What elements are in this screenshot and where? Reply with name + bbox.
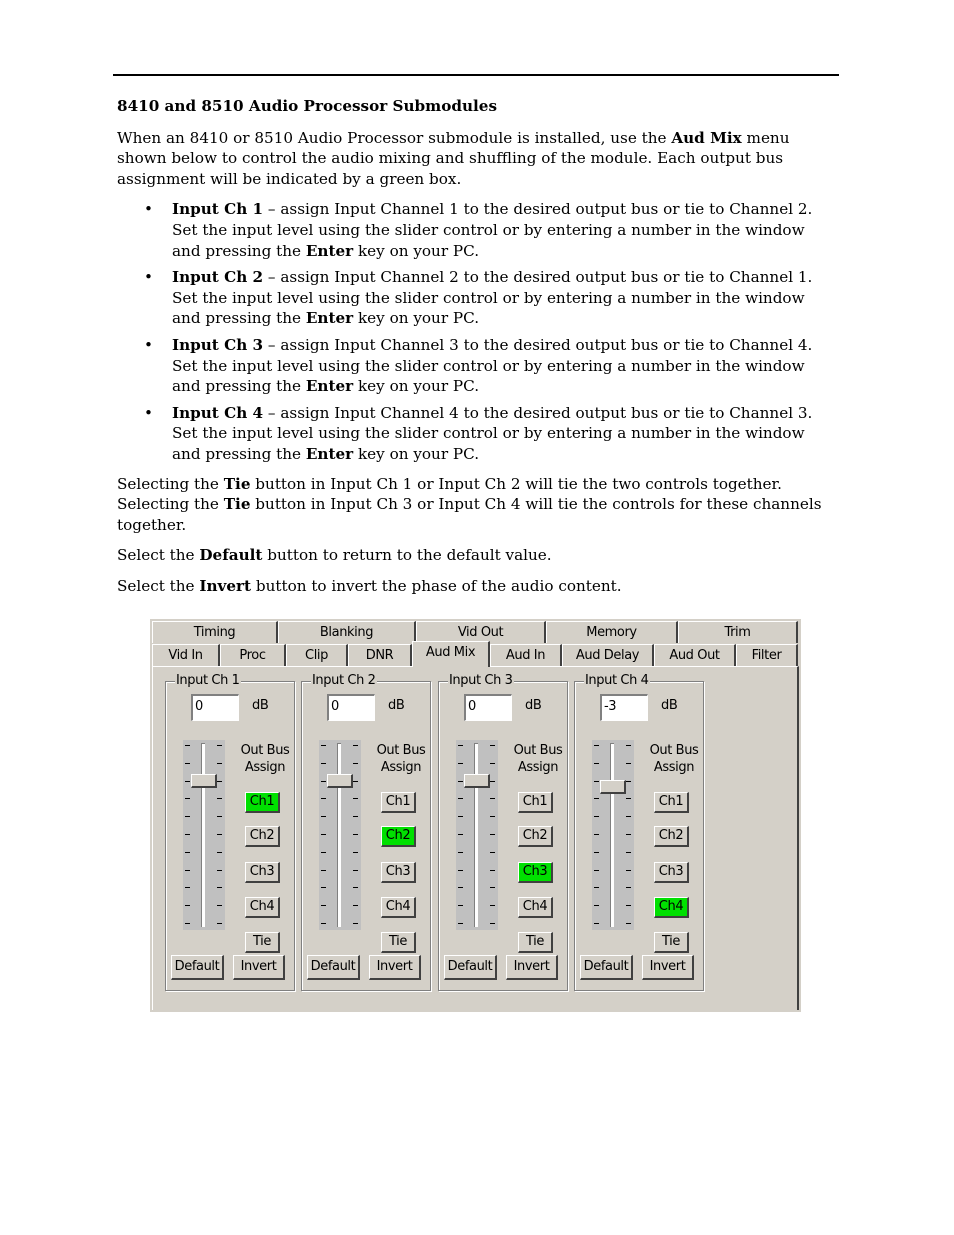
tab-aud-out[interactable]: Aud Out: [654, 644, 736, 666]
bullet-icon: •: [144, 200, 153, 219]
tab-trim[interactable]: Trim: [678, 621, 798, 643]
tick-mark: [217, 798, 222, 799]
tie-button[interactable]: Tie: [381, 932, 416, 953]
bullet-text: – assign Input Channel 2 to the desired output bus or tie to Channel 1. Set the input level using the slider control or by entering a number in the window and pressing the: [172, 268, 813, 328]
tick-mark: [185, 852, 190, 853]
bullet-tail: key on your PC.: [353, 444, 480, 463]
tick-mark: [185, 763, 190, 764]
default-button[interactable]: Default: [307, 955, 360, 980]
bullet-bold-enter: Enter: [305, 377, 354, 396]
bullet-bold: Input Ch 1: [172, 200, 264, 219]
tick-mark: [490, 852, 495, 853]
slider-thumb[interactable]: [191, 774, 217, 788]
tick-mark: [490, 763, 495, 764]
tick-mark: [594, 745, 599, 746]
tick-mark: [217, 852, 222, 853]
bullet-text: – assign Input Channel 1 to the desired output bus or tie to Channel 2. Set the input level using the slider control or by entering a number in the window and pressing the: [172, 200, 813, 260]
tick-mark: [490, 870, 495, 871]
header-rule: [113, 74, 839, 76]
ch1-assign-button[interactable]: Ch1: [245, 792, 280, 813]
tick-mark: [321, 798, 326, 799]
tick-mark: [458, 870, 463, 871]
intro-paragraph: [117, 128, 832, 190]
tick-mark: [490, 905, 495, 906]
list-item: [117, 267, 832, 329]
bullet-icon: •: [144, 268, 153, 287]
level-slider[interactable]: [592, 740, 634, 930]
ch2-assign-button[interactable]: Ch2: [654, 826, 689, 847]
tie-bold-1: Tie: [223, 474, 251, 493]
tab-vid-in[interactable]: Vid In: [152, 644, 220, 666]
tie-text-2: button in Input Ch 1 or Input Ch 2 will tie the two controls together. Selecting the: [117, 474, 782, 514]
ticks-right: [490, 740, 496, 930]
db-label: dB: [661, 698, 678, 713]
group-title: Input Ch 2: [312, 673, 376, 688]
tick-mark: [594, 923, 599, 924]
tick-mark: [458, 781, 463, 782]
bullet-tail: key on your PC.: [353, 309, 480, 328]
tick-mark: [185, 834, 190, 835]
ch1-assign-button[interactable]: Ch1: [518, 792, 553, 813]
out-bus-text: Out Bus: [240, 743, 290, 758]
tie-text-1: Selecting the: [117, 474, 224, 493]
tick-mark: [626, 816, 631, 817]
tick-mark: [321, 816, 326, 817]
invert-paragraph: [117, 576, 832, 597]
tab-aud-delay[interactable]: Aud Delay: [562, 644, 654, 666]
tick-mark: [185, 887, 190, 888]
tick-mark: [217, 834, 222, 835]
invert-text-2: button to invert the phase of the audio content.: [251, 576, 622, 595]
tick-mark: [490, 745, 495, 746]
tie-button[interactable]: Tie: [245, 932, 280, 953]
tick-mark: [594, 870, 599, 871]
tie-text-3: button in Input Ch 3 or Input Ch 4 will tie the controls for these channels together.: [117, 495, 822, 534]
ch4-assign-button[interactable]: Ch4: [654, 897, 689, 918]
tick-mark: [458, 852, 463, 853]
tick-mark: [217, 905, 222, 906]
tick-mark: [217, 745, 222, 746]
level-input[interactable]: -3: [600, 694, 648, 721]
ticks-left: [321, 740, 327, 930]
out-bus-text: Out Bus: [376, 743, 426, 758]
assign-text: Assign: [517, 760, 559, 775]
tick-mark: [594, 887, 599, 888]
tick-mark: [185, 870, 190, 871]
ch1-assign-button[interactable]: Ch1: [654, 792, 689, 813]
tick-mark: [185, 923, 190, 924]
bullet-tail: key on your PC.: [353, 377, 480, 396]
ch3-assign-button[interactable]: Ch3: [654, 862, 689, 883]
tab-dnr[interactable]: DNR: [348, 644, 412, 666]
level-input[interactable]: 0: [191, 694, 239, 721]
level-slider[interactable]: [183, 740, 225, 930]
tick-mark: [626, 834, 631, 835]
tab-vid-out[interactable]: Vid Out: [416, 621, 546, 643]
tick-mark: [353, 781, 358, 782]
tick-mark: [458, 798, 463, 799]
tick-mark: [458, 816, 463, 817]
tab-blanking[interactable]: Blanking: [278, 621, 416, 643]
aud-mix-screenshot: [150, 619, 801, 1012]
input-ch-4-group: [574, 673, 704, 991]
tick-mark: [321, 763, 326, 764]
tick-mark: [185, 798, 190, 799]
tick-mark: [490, 923, 495, 924]
tick-mark: [217, 816, 222, 817]
level-slider[interactable]: [319, 740, 361, 930]
assign-text: Assign: [380, 760, 422, 775]
bullet-bold-enter: Enter: [305, 241, 354, 260]
ch4-assign-button[interactable]: Ch4: [518, 897, 553, 918]
tick-mark: [185, 745, 190, 746]
level-input[interactable]: 0: [464, 694, 512, 721]
level-input[interactable]: 0: [327, 694, 375, 721]
ticks-left: [185, 740, 191, 930]
tick-mark: [594, 816, 599, 817]
tab-aud-mix[interactable]: Aud Mix: [412, 641, 490, 667]
tick-mark: [217, 870, 222, 871]
db-label: dB: [252, 698, 269, 713]
tab-timing[interactable]: Timing: [152, 621, 278, 643]
tab-clip[interactable]: Clip: [286, 644, 348, 666]
bullet-bold-enter: Enter: [305, 444, 354, 463]
ticks-left: [594, 740, 600, 930]
ch3-assign-button[interactable]: Ch3: [518, 862, 553, 883]
ticks-right: [217, 740, 223, 930]
tick-mark: [353, 763, 358, 764]
tick-mark: [594, 905, 599, 906]
bullet-bold-enter: Enter: [305, 309, 354, 328]
section-heading: 8410 and 8510 Audio Processor Submodules: [117, 97, 497, 115]
tick-mark: [185, 816, 190, 817]
tick-mark: [490, 798, 495, 799]
channel-list: [117, 199, 832, 464]
tick-mark: [321, 781, 326, 782]
default-bold: Default: [199, 546, 263, 565]
ch3-assign-button[interactable]: Ch3: [381, 862, 416, 883]
group-title: Input Ch 3: [449, 673, 513, 688]
tick-mark: [594, 834, 599, 835]
group-title: Input Ch 4: [585, 673, 649, 688]
tab-filter[interactable]: Filter: [736, 644, 798, 666]
list-item: [117, 403, 832, 465]
tick-mark: [353, 923, 358, 924]
document-body: [117, 96, 832, 606]
tick-mark: [353, 887, 358, 888]
slider-thumb[interactable]: [327, 774, 353, 788]
tick-mark: [626, 763, 631, 764]
tick-mark: [321, 852, 326, 853]
invert-button[interactable]: Invert: [233, 955, 285, 980]
slider-groove: [610, 743, 614, 927]
tab-proc[interactable]: Proc: [220, 644, 286, 666]
slider-thumb[interactable]: [600, 780, 626, 794]
tick-mark: [185, 781, 190, 782]
bullet-icon: •: [144, 403, 153, 422]
group-title: Input Ch 1: [176, 673, 240, 688]
input-ch-2-group: [301, 673, 431, 991]
default-text-2: button to return to the default value.: [262, 546, 552, 565]
tick-mark: [626, 887, 631, 888]
tick-mark: [217, 781, 222, 782]
default-paragraph: [117, 545, 832, 566]
tick-mark: [626, 798, 631, 799]
list-item: [117, 335, 832, 397]
ch2-assign-button[interactable]: Ch2: [245, 826, 280, 847]
list-item: [117, 199, 832, 261]
slider-thumb[interactable]: [464, 774, 490, 788]
ch3-assign-button[interactable]: Ch3: [245, 862, 280, 883]
default-button[interactable]: Default: [171, 955, 224, 980]
ch4-assign-button[interactable]: Ch4: [245, 897, 280, 918]
slider-groove: [474, 743, 478, 927]
tick-mark: [626, 905, 631, 906]
assign-text: Assign: [653, 760, 695, 775]
tick-mark: [321, 870, 326, 871]
intro-text-after: menu shown below to control the audio mixing and shuffling of the module. Each output bus assignment will be indicated by a green box.: [117, 128, 790, 188]
ch2-assign-button[interactable]: Ch2: [518, 826, 553, 847]
tick-mark: [458, 923, 463, 924]
bullet-tail: key on your PC.: [353, 241, 480, 260]
tick-mark: [626, 745, 631, 746]
bullet-bold: Input Ch 3: [172, 335, 264, 354]
tick-mark: [490, 887, 495, 888]
default-button[interactable]: Default: [580, 955, 633, 980]
bullet-text: – assign Input Channel 4 to the desired output bus or tie to Channel 3. Set the input level using the slider control or by entering a number in the window and pressing the: [172, 403, 813, 463]
tick-mark: [353, 798, 358, 799]
tick-mark: [353, 745, 358, 746]
bullet-bold: Input Ch 4: [172, 403, 264, 422]
tick-mark: [626, 852, 631, 853]
tick-mark: [321, 905, 326, 906]
tick-mark: [490, 781, 495, 782]
tick-mark: [321, 745, 326, 746]
tick-mark: [458, 834, 463, 835]
assign-text: Assign: [244, 760, 286, 775]
bullet-text: – assign Input Channel 3 to the desired output bus or tie to Channel 4. Set the input level using the slider control or by entering a number in the window and pressing the: [172, 335, 813, 396]
out-bus-text: Out Bus: [649, 743, 699, 758]
tick-mark: [458, 905, 463, 906]
invert-button[interactable]: Invert: [642, 955, 694, 980]
tick-mark: [353, 816, 358, 817]
default-button[interactable]: Default: [444, 955, 497, 980]
tick-mark: [353, 870, 358, 871]
ticks-right: [353, 740, 359, 930]
tie-button[interactable]: Tie: [654, 932, 689, 953]
intro-text: When an 8410 or 8510 Audio Processor submodule is installed, use the: [117, 128, 672, 147]
tick-mark: [217, 763, 222, 764]
ticks-right: [626, 740, 632, 930]
tie-bold-2: Tie: [223, 495, 251, 514]
ticks-left: [458, 740, 464, 930]
tick-mark: [626, 781, 631, 782]
tab-memory[interactable]: Memory: [546, 621, 678, 643]
tick-mark: [321, 923, 326, 924]
out-bus-assign-label: [371, 742, 431, 776]
out-bus-text: Out Bus: [513, 743, 563, 758]
tick-mark: [594, 781, 599, 782]
intro-bold: Aud Mix: [671, 128, 742, 147]
bullet-icon: •: [144, 335, 153, 354]
tick-mark: [353, 852, 358, 853]
tick-mark: [217, 887, 222, 888]
tie-button[interactable]: Tie: [518, 932, 553, 953]
tick-mark: [321, 887, 326, 888]
out-bus-assign-label: [644, 742, 704, 776]
tab-aud-in[interactable]: Aud In: [490, 644, 562, 666]
tick-mark: [353, 905, 358, 906]
out-bus-assign-label: [235, 742, 295, 776]
invert-text-1: Select the: [117, 576, 200, 595]
ch4-assign-button[interactable]: Ch4: [381, 897, 416, 918]
tick-mark: [185, 905, 190, 906]
invert-bold: Invert: [199, 576, 252, 595]
out-bus-assign-label: [508, 742, 568, 776]
bullet-bold: Input Ch 2: [172, 268, 264, 287]
tick-mark: [490, 816, 495, 817]
level-slider[interactable]: [456, 740, 498, 930]
db-label: dB: [525, 698, 542, 713]
default-text-1: Select the: [117, 546, 200, 565]
tick-mark: [594, 763, 599, 764]
ch2-assign-button[interactable]: Ch2: [381, 826, 416, 847]
tick-mark: [594, 852, 599, 853]
invert-button[interactable]: Invert: [506, 955, 558, 980]
tick-mark: [490, 834, 495, 835]
tick-mark: [594, 798, 599, 799]
tick-mark: [321, 834, 326, 835]
tick-mark: [626, 870, 631, 871]
tie-paragraph: [117, 474, 832, 536]
tick-mark: [353, 834, 358, 835]
input-ch-3-group: [438, 673, 568, 991]
tick-mark: [458, 887, 463, 888]
tick-mark: [458, 745, 463, 746]
invert-button[interactable]: Invert: [369, 955, 421, 980]
db-label: dB: [388, 698, 405, 713]
input-ch-1-group: [165, 673, 295, 991]
slider-groove: [201, 743, 205, 927]
tick-mark: [217, 923, 222, 924]
tick-mark: [458, 763, 463, 764]
slider-groove: [337, 743, 341, 927]
ch1-assign-button[interactable]: Ch1: [381, 792, 416, 813]
tick-mark: [626, 923, 631, 924]
